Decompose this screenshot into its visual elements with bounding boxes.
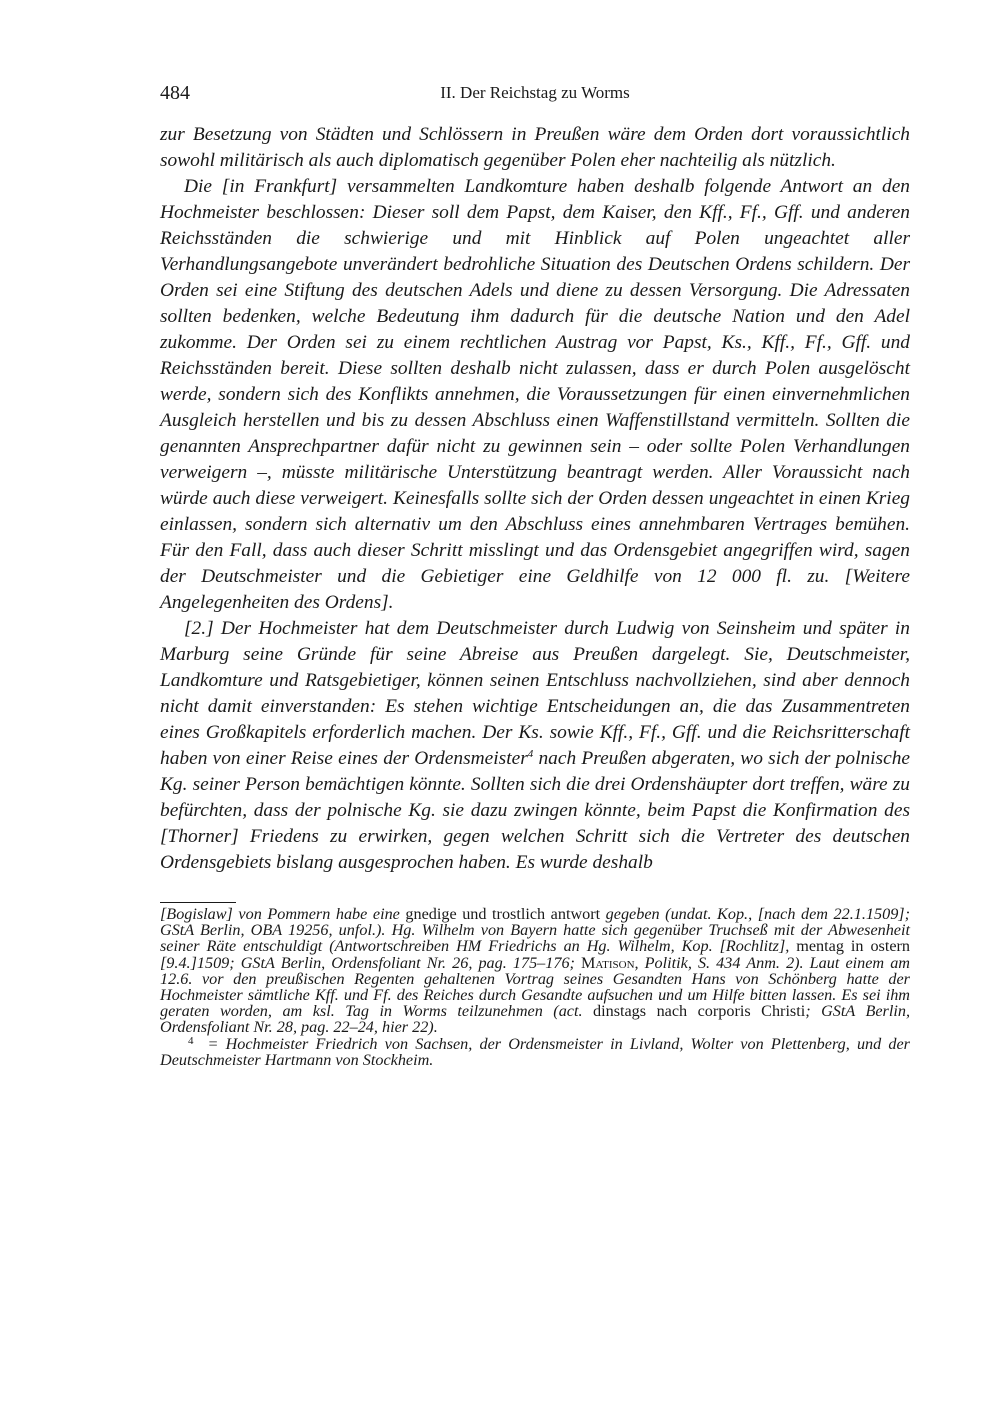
fn3-text: gegeben (undat. Kop., [nach dem 22.1.1509]; GStA Berlin, OBA 19256, unfol.). Hg. Wilhelm von Bayern hatte sich gegenüber Truchseß mit der Abwesenheit seiner Räte entschuldigt (Antwortschreiben HM Friedrichs an Hg. Wilhelm, Kop. [Rochlitz], bbox=[160, 905, 910, 956]
page-number: 484 bbox=[160, 82, 190, 104]
book-page bbox=[160, 78, 910, 1068]
footnotes bbox=[160, 906, 910, 1068]
paragraph-3-text-b: nach Preußen abgeraten, wo sich der polnische Kg. seiner Person bemächtigen könnte. Sollten sich die drei Ordenshäupter dort treffen, wäre zu befürchten, dass der polnische Kg. sie dazu zwingen könnte, beim Papst die Konfirmation des [Thorner] Friedens zu erwirken, gegen welchen Schritt sich die Vertreter des deutschen Ordensgebiets bislang ausgesprochen haben. Es wurde deshalb bbox=[160, 748, 911, 873]
footnote-reference-4[interactable]: 4 bbox=[527, 748, 534, 760]
footnote-4-text: = Hochmeister Friedrich von Sachsen, der Ordensmeister in Livland, Wolter von Plettenberg, und der Deutschmeister Hartmann von Stockheim. bbox=[160, 1034, 910, 1069]
footnote-separator bbox=[160, 902, 236, 903]
running-head bbox=[160, 78, 910, 108]
fn3-author: Matison bbox=[581, 953, 635, 972]
fn3-date-quote: dinstags nach corporis Christi bbox=[593, 1002, 806, 1021]
footnote-4: 4 = Hochmeister Friedrich von Sachsen, der Ordensmeister in Livland, Wolter von Plettenberg, und der Deutschmeister Hartmann von Stockheim. bbox=[160, 1034, 910, 1069]
fn3-date-quote: mentag in ostern bbox=[796, 937, 910, 956]
fn3-text: ; GStA Berlin, Ordensfoliant Nr. 28, pag. 22–24, hier 22). bbox=[160, 1002, 910, 1037]
fn3-text: [9.4.]1509; GStA Berlin, Ordensfoliant Nr. 26, pag. 175–176; bbox=[160, 953, 582, 972]
fn3-text: , Politik, S. 434 Anm. 2). Laut einem am 12.6. vor den preußischen Regenten gehaltenen Vortrag seines Gesandten Hans von Schönberg hatte der Hochmeister sämtliche Kff. und Ff. des Reiches durch Gesandte aufsuchen und um Hilfe bitten lassen. Es sei ihm geraten worden, am ksl. Tag in Worms teilzunehmen (act. bbox=[160, 953, 910, 1021]
paragraph-1: zur Besetzung von Städten und Schlössern in Preußen wäre dem Orden dort voraussichtlich sowohl militärisch als auch diplomatisch gegenüber Polen eher nachteilig als nützlich. bbox=[160, 124, 910, 171]
fn3-text: [Bogislaw] von Pommern habe eine bbox=[160, 905, 406, 923]
paragraph-3 bbox=[160, 616, 910, 876]
main-text bbox=[160, 122, 910, 876]
paragraph-3-text-a: [2.] Der Hochmeister hat dem Deutschmeister durch Ludwig von Seinsheim und später in Marburg seine Gründe für seine Abreise aus Preußen dargelegt. Sie, Deutschmeister, Landkomture und Ratsgebietiger, können seinen Entschluss nachvollziehen, sind aber dennoch nicht damit einverstanden: Es stehen wichtige Entscheidungen an, die das Zusammentreten eines Großkapitels erforderlich machen. Der Ks. sowie Kff., Ff., Gff. und die Reichsritterschaft haben von einer Reise eines der Ordensmeister bbox=[160, 618, 910, 769]
running-title: II. Der Reichstag zu Worms bbox=[440, 83, 630, 102]
footnote-3-continued bbox=[160, 906, 910, 1036]
paragraph-2: Die [in Frankfurt] versammelten Landkomture haben deshalb folgende Antwort an den Hochmeister beschlossen: Dieser soll dem Papst, dem Kaiser, den Kff., Ff., Gff. und anderen Reichsständen die schwierige und mit Hinblick auf Polen ungeachtet aller Verhandlungsangebote unverändert bedrohliche Situation des Deutschen Ordens schildern. Der Orden sei eine Stiftung des deutschen Adels und diene zu dessen Versorgung. Die Adressaten sollten bedenken, welche Bedeutung ihm dadurch für die deutsche Nation und den Adel zukomme. Der Orden sei zu einem rechtlichen Austrag vor Papst, Ks., Kff., Ff., Gff. und Reichsständen bereit. Diese sollten deshalb nicht zulassen, dass er durch Polen ausgelöscht werde, sondern sich des Konflikts annehmen, die Voraussetzungen für einen einvernehmlichen Ausgleich herstellen und bis zu dessen Abschluss einen Waffenstillstand vermitteln. Sollten die genannten Ansprechpartner dafür nicht zu gewinnen sein – oder sollte Polen Verhandlungen verweigern –, müsste militärische Unterstützung beantragt werden. Aller Voraussicht nach würde auch diese verweigert. Keinesfalls sollte sich der Orden dessen ungeachtet in einen Krieg einlassen, sondern sich alternativ um den Abschluss eines annehmbaren Vertrages bemühen. Für den Fall, dass auch dieser Schritt misslingt und das Ordensgebiet angegriffen wird, sagen der Deutschmeister und die Gebietiger eine Geldhilfe von 12 000 fl. zu. [Weitere Angelegenheiten des Ordens]. bbox=[160, 176, 910, 613]
fn3-quote: gnedige und trostlich antwort bbox=[405, 905, 601, 923]
